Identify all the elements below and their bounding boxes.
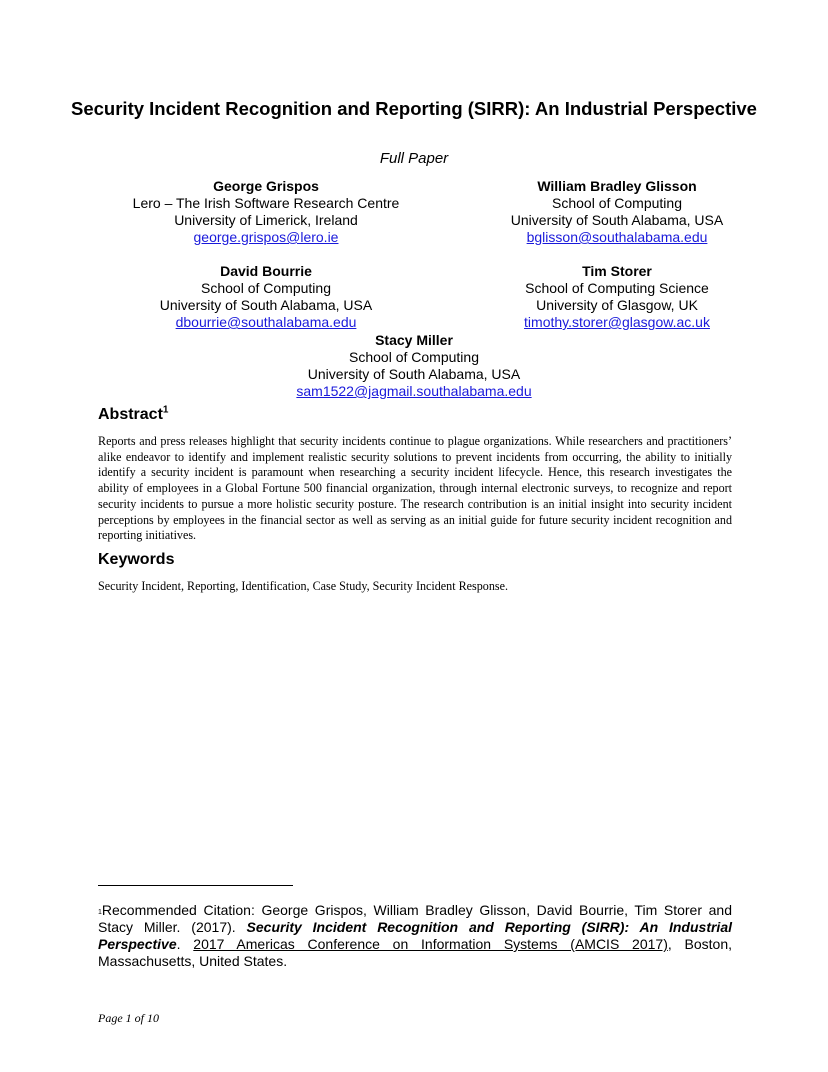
author-institution: University of Limerick, Ireland — [174, 212, 358, 228]
paper-type: Full Paper — [379, 150, 449, 167]
citation-separator: . — [176, 936, 194, 952]
keywords-text: Security Incident, Reporting, Identification, Case Study, Security Incident Response. — [98, 579, 508, 593]
citation-prefix: Recommended Citation: George Grispos, William Bradley Glisson, David Bourrie, Tim Storer and Stacy Miller. (2017). — [98, 902, 732, 935]
author-name: Tim Storer — [582, 263, 652, 279]
author-block — [466, 178, 768, 246]
citation-title: Security Incident Recognition and Reporting (SIRR): An Industrial Perspective — [98, 919, 732, 952]
author-affiliation: School of Computing — [201, 280, 331, 296]
author-block — [90, 178, 442, 246]
author-block — [90, 263, 442, 331]
paper-title: Security Incident Recognition and Reporting (SIRR): An Industrial Perspective — [71, 98, 757, 119]
footnote-marker: 1 — [162, 404, 169, 416]
author-affiliation: School of Computing Science — [525, 280, 709, 296]
author-email-link[interactable]: george.grispos@lero.ie — [193, 229, 339, 245]
author-email-link[interactable]: sam1522@jagmail.southalabama.edu — [296, 383, 532, 399]
author-affiliation: School of Computing — [349, 349, 479, 365]
author-block — [214, 332, 614, 400]
author-name: George Grispos — [213, 178, 319, 194]
page-number: Page 1 of 10 — [98, 1011, 159, 1025]
footnote-divider — [98, 885, 293, 886]
author-name: Stacy Miller — [375, 332, 453, 348]
abstract-text: Reports and press releases highlight that security incidents continue to plague organizations. While researchers and practitioners’ alike endeavor to identify and implement realistic security solutions to prevent incidents from occurring, the ability to initially identify a security incident is paramount when researching a security incident lifecycle. Hence, this research investigates the ability of employees in a Global Fortune 500 financial organization, through internal electronic surveys, to recognize and report security incidents to pursue a more holistic security posture. The research contribution is an initial insight into security incident perceptions by employees in the financial sector as well as serving as an initial guide for future security incident recognition and reporting initiatives. — [98, 434, 732, 543]
abstract-heading — [98, 406, 168, 424]
author-email-link[interactable]: timothy.storer@glasgow.ac.uk — [524, 314, 710, 330]
author-institution: University of Glasgow, UK — [536, 297, 698, 313]
author-institution: University of South Alabama, USA — [159, 297, 373, 313]
footnote-mark: 1 — [98, 909, 102, 916]
author-institution: University of South Alabama, USA — [510, 212, 724, 228]
footnote-citation — [98, 902, 732, 970]
author-email-link[interactable]: bglisson@southalabama.edu — [526, 229, 708, 245]
abstract-heading-text: Abstract — [98, 406, 163, 423]
keywords-heading: Keywords — [98, 551, 175, 568]
author-name: William Bradley Glisson — [537, 178, 697, 194]
author-affiliation: School of Computing — [552, 195, 682, 211]
author-institution: University of South Alabama, USA — [307, 366, 521, 382]
author-name: David Bourrie — [220, 263, 312, 279]
citation-suffix: , Boston, Massachusetts, United States. — [98, 936, 732, 969]
author-affiliation: Lero – The Irish Software Research Centre — [132, 195, 400, 211]
citation-conference: 2017 Americas Conference on Information Systems (AMCIS 2017) — [193, 936, 668, 952]
author-block — [466, 263, 768, 331]
author-email-link[interactable]: dbourrie@southalabama.edu — [175, 314, 357, 330]
